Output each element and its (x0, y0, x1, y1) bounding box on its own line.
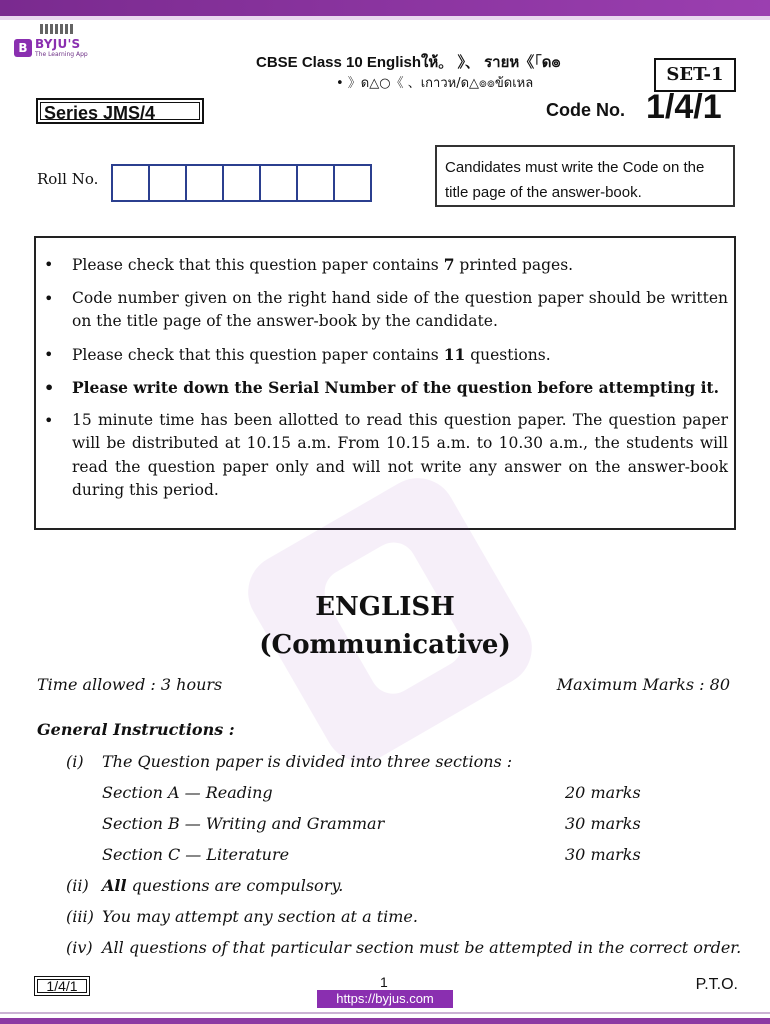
instruction-text: printed pages. (454, 256, 574, 274)
pto-label: P.T.O. (695, 976, 738, 993)
instruction-emphasis: All (102, 876, 127, 895)
logo-subtitle: The Learning App (35, 51, 88, 58)
maximum-marks: Maximum Marks : 80 (556, 675, 730, 694)
instruction-emphasis: 11 (443, 344, 466, 364)
instruction-text: Please write down the Serial Number of the question before attempting it. (72, 378, 720, 397)
section-c-marks: 30 marks (565, 845, 641, 864)
code-label: Code No. (546, 100, 625, 120)
instruction-number: (iv) (66, 938, 93, 957)
instruction-text: questions. (465, 345, 551, 364)
instruction-emphasis: 7 (443, 255, 455, 274)
bottom-stripe (0, 1012, 770, 1014)
roll-number-box[interactable] (111, 164, 150, 202)
page-number: 1 (380, 974, 388, 990)
section-c-name: Section C — Literature (102, 845, 290, 864)
time-allowed: Time allowed : 3 hours (37, 675, 223, 694)
instruction-text: Please check that this question paper contains (72, 256, 444, 274)
instruction-rest: questions are compulsory. (126, 876, 344, 895)
instruction-item (40, 287, 728, 334)
instruction-number: (i) (66, 752, 84, 771)
section-a-name: Section A — Reading (102, 783, 273, 802)
top-brand-bar (0, 0, 770, 16)
instruction-number: (ii) (66, 876, 89, 895)
roll-number-box[interactable] (222, 164, 261, 202)
subject-title: ENGLISH (315, 592, 455, 622)
roll-number-box[interactable] (333, 164, 372, 202)
roll-number-box[interactable] (259, 164, 298, 202)
subject-variant: (Communicative) (259, 630, 511, 660)
roll-number-box[interactable] (148, 164, 187, 202)
instruction-list (40, 253, 728, 503)
instruction-item (40, 253, 728, 278)
bottom-brand-bar (0, 1018, 770, 1024)
set-badge: SET-1 (654, 58, 736, 92)
top-brand-stripe (0, 16, 770, 20)
logo-mark-icon: B (14, 39, 32, 57)
instruction-number: (iii) (66, 907, 94, 926)
candidate-note: Candidates must write the Code on the title page of the answer-book. (435, 145, 735, 207)
general-instructions-heading: General Instructions : (37, 720, 235, 739)
series-label: Series JMS/4 (36, 98, 204, 124)
instruction-text: All questions of that particular section must be attempted in the correct order. (102, 938, 742, 957)
header-title: CBSE Class 10 Englishให้。 》、 รายห《「ด๏ (256, 54, 561, 71)
qr-code (40, 24, 74, 34)
instruction-text (102, 876, 343, 895)
instruction-item (40, 343, 728, 368)
roll-number-label: Roll No. (37, 170, 99, 188)
roll-number-box[interactable] (296, 164, 335, 202)
header-garbled-line: • 》ด△○《 、เกาวห/ด△๏๏ข้ดเหล (336, 76, 534, 91)
byjus-logo (14, 38, 88, 60)
instruction-text: You may attempt any section at a time. (102, 907, 418, 926)
website-link[interactable]: https://byjus.com (317, 990, 453, 1008)
roll-number-boxes (111, 164, 370, 202)
section-b-name: Section B — Writing and Grammar (102, 814, 385, 833)
instruction-item (40, 376, 728, 400)
logo-text: BYJU'S (35, 37, 81, 51)
footer-code: 1/4/1 (34, 976, 90, 996)
section-a-marks: 20 marks (565, 783, 641, 802)
instruction-text: 15 minute time has been allotted to read this question paper. The question paper will be distributed at 10.15 a.m. From 10.15 a.m. to 10.30 a.m., the students will read the question paper only and will not write any answer on the answer-book during this period. (72, 410, 728, 499)
instruction-text: Code number given on the right hand side of the question paper should be written on the title page of the answer-book by the candidate. (72, 288, 728, 330)
code-value: 1/4/1 (646, 88, 722, 126)
instruction-text: The Question paper is divided into three sections : (102, 752, 513, 771)
preliminary-instructions (34, 236, 736, 530)
instruction-text: Please check that this question paper contains (72, 345, 444, 364)
instruction-item (40, 409, 728, 503)
roll-number-box[interactable] (185, 164, 224, 202)
section-b-marks: 30 marks (565, 814, 641, 833)
